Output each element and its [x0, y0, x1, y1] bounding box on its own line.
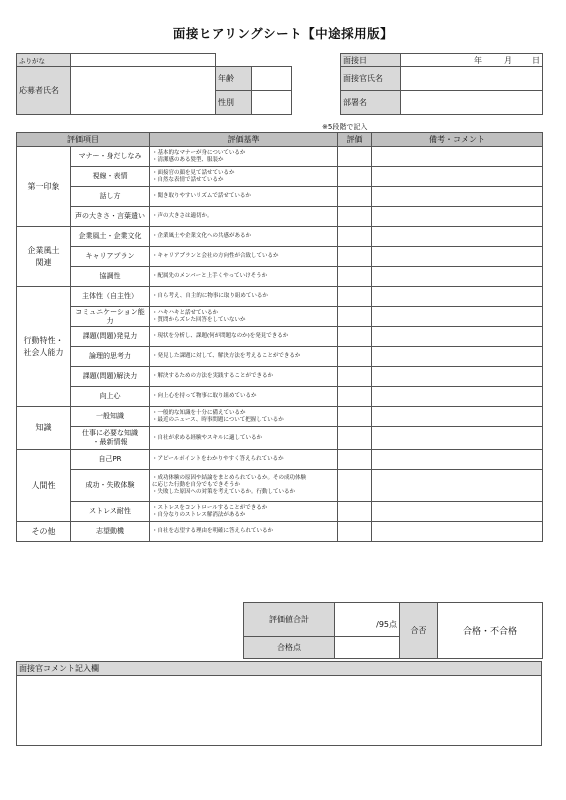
item-label: 声の大きさ・言葉遣い — [71, 207, 150, 227]
score-field[interactable] — [338, 267, 372, 287]
item-label: 協調性 — [71, 267, 150, 287]
remarks-field[interactable] — [372, 167, 543, 187]
remarks-field[interactable] — [372, 227, 543, 247]
interview-info-table — [340, 53, 543, 115]
remarks-field[interactable] — [372, 207, 543, 227]
table-row — [17, 470, 543, 502]
remarks-field[interactable] — [372, 147, 543, 167]
criteria-cell — [150, 307, 338, 327]
score-field[interactable] — [338, 427, 372, 450]
table-row — [17, 227, 543, 247]
score-field[interactable] — [338, 450, 372, 470]
remarks-field[interactable] — [372, 287, 543, 307]
remarks-field[interactable] — [372, 470, 543, 502]
remarks-field[interactable] — [372, 427, 543, 450]
category-label: 知識 — [17, 407, 71, 450]
score-field[interactable] — [338, 502, 372, 522]
score-field[interactable] — [338, 287, 372, 307]
month-unit: 月 — [504, 55, 512, 65]
table-row — [17, 450, 543, 470]
pass-fail-label: 合否 — [400, 603, 438, 659]
header-remarks: 備考・コメント — [372, 133, 543, 147]
table-row — [17, 367, 543, 387]
remarks-field[interactable] — [372, 367, 543, 387]
age-label: 年齢 — [216, 67, 252, 91]
criteria-cell — [150, 167, 338, 187]
item-label: 企業風土・企業文化 — [71, 227, 150, 247]
criteria-line: ・自分なりのストレス解消法があるか — [152, 511, 246, 518]
score-field[interactable] — [338, 307, 372, 327]
interview-date-label: 面接日 — [341, 54, 401, 67]
criteria-line: ・ハキハキと話せているか — [152, 309, 219, 316]
category-label: その他 — [17, 522, 71, 542]
table-row — [17, 327, 543, 347]
criteria-cell — [150, 227, 338, 247]
item-label: キャリアプラン — [71, 247, 150, 267]
table-row — [17, 147, 543, 167]
criteria-cell — [150, 187, 338, 207]
total-score-field[interactable] — [335, 603, 400, 637]
criteria-line: ・自社を志望する理由を明確に答えられているか — [152, 528, 274, 534]
score-field[interactable] — [338, 367, 372, 387]
criteria-cell — [150, 470, 338, 502]
criteria-line: ・最近のニュース、時事問題について把握しているか — [152, 416, 284, 423]
interviewer-name-field[interactable] — [401, 67, 543, 91]
criteria-line: ・現状を分析し、課題(何が問題なのか)を発見できるか — [152, 333, 289, 339]
score-field[interactable] — [338, 167, 372, 187]
criteria-cell — [150, 207, 338, 227]
furigana-label: ふりがな — [17, 54, 71, 67]
criteria-line: ・アピールポイントをわかりやすく答えられているか — [152, 456, 284, 462]
item-label: 仕事に必要な知識 ・最新情報 — [71, 427, 150, 450]
comment-table — [16, 661, 542, 746]
remarks-field[interactable] — [372, 307, 543, 327]
table-row — [17, 387, 543, 407]
criteria-cell — [150, 502, 338, 522]
score-field[interactable] — [338, 387, 372, 407]
table-row — [17, 187, 543, 207]
criteria-line: ・聞き取りやすいリズムで話せているか — [152, 193, 251, 199]
criteria-line: ・解決するための方法を実践することができるか — [152, 373, 274, 379]
header-item: 評価項目 — [17, 133, 150, 147]
item-label: 論理的思考力 — [71, 347, 150, 367]
category-label: 企業風土 関連 — [17, 227, 71, 287]
pass-fail-options[interactable]: 合格・不合格 — [438, 603, 543, 659]
total-score-suffix: /95点 — [376, 620, 397, 629]
passing-score-label: 合格点 — [244, 637, 335, 659]
criteria-cell — [150, 287, 338, 307]
criteria-line: ・配属先のメンバーと上手くやっていけそうか — [152, 273, 268, 279]
item-label: 視線・表情 — [71, 167, 150, 187]
furigana-field[interactable] — [71, 54, 216, 67]
table-row — [17, 347, 543, 367]
criteria-cell — [150, 247, 338, 267]
remarks-field[interactable] — [372, 187, 543, 207]
item-label: 自己PR — [71, 450, 150, 470]
criteria-cell — [150, 522, 338, 542]
score-field[interactable] — [338, 522, 372, 542]
criteria-line: ・キャリアプランと会社の方向性が合致しているか — [152, 253, 279, 259]
department-field[interactable] — [401, 91, 543, 115]
evaluation-table — [16, 132, 543, 542]
applicant-name-field[interactable] — [71, 67, 216, 115]
criteria-line: ・清潔感のある髪型、服装か — [152, 156, 224, 163]
category-label: 第一印象 — [17, 147, 71, 227]
table-row — [17, 502, 543, 522]
item-label: 向上心 — [71, 387, 150, 407]
item-label: ストレス耐性 — [71, 502, 150, 522]
criteria-line: ・成功体験の原因や結論をまとめられているか。その成功体験 — [152, 475, 307, 481]
item-label: コミュニケーション能力 — [71, 307, 150, 327]
year-unit: 年 — [474, 55, 482, 65]
criteria-cell — [150, 387, 338, 407]
summary-table — [243, 602, 543, 659]
criteria-line: ・面接官の顔を見て話せているか — [152, 169, 235, 176]
remarks-field[interactable] — [372, 347, 543, 367]
score-field[interactable] — [338, 470, 372, 502]
criteria-cell — [150, 407, 338, 427]
criteria-line: に応じた行動を自分でもできそうか — [152, 482, 241, 488]
interviewer-name-label: 面接官氏名 — [341, 67, 401, 91]
table-row — [17, 267, 543, 287]
gender-label: 性別 — [216, 91, 252, 115]
item-label: 課題(問題)解決力 — [71, 367, 150, 387]
criteria-line: ・自然な表情で話せているか — [152, 176, 224, 183]
age-field[interactable] — [252, 67, 292, 91]
gender-field[interactable] — [252, 91, 292, 115]
table-row — [17, 307, 543, 327]
remarks-field[interactable] — [372, 450, 543, 470]
criteria-line: ・自社が求める経験やスキルに適しているか — [152, 434, 262, 441]
day-unit: 日 — [532, 55, 540, 65]
table-row — [17, 522, 543, 542]
item-label: 課題(問題)発見力 — [71, 327, 150, 347]
criteria-cell — [150, 147, 338, 167]
item-label: 志望動機 — [71, 522, 150, 542]
criteria-line: ・向上心を持って物事に取り組めているか — [152, 393, 257, 399]
table-row — [17, 287, 543, 307]
criteria-cell — [150, 367, 338, 387]
applicant-name-label: 応募者氏名 — [17, 67, 71, 115]
comment-label: 面接官コメント記入欄 — [17, 662, 542, 676]
document-title: 面接ヒアリングシート【中途採用版】 — [172, 26, 394, 41]
comment-field[interactable] — [17, 676, 542, 746]
evaluation-rows — [17, 147, 543, 542]
score-field[interactable] — [338, 247, 372, 267]
score-field[interactable] — [338, 207, 372, 227]
item-label: 話し方 — [71, 187, 150, 207]
score-field[interactable] — [338, 187, 372, 207]
remarks-field[interactable] — [372, 327, 543, 347]
remarks-field[interactable] — [372, 502, 543, 522]
criteria-cell — [150, 427, 338, 450]
criteria-line: ・企業風土や企業文化への共感があるか — [152, 233, 252, 239]
score-field[interactable] — [338, 147, 372, 167]
remarks-field[interactable] — [372, 522, 543, 542]
header-score: 評価 — [338, 133, 372, 147]
remarks-field[interactable] — [372, 407, 543, 427]
criteria-line: ・基本的なマナーが身についているか — [152, 149, 246, 156]
table-row — [17, 247, 543, 267]
criteria-line: ・声の大きさは適切か。 — [152, 213, 213, 219]
criteria-line: ・失敗した原因への対策を考えているか。行動しているか — [152, 489, 296, 495]
table-row — [17, 407, 543, 427]
interview-date-field[interactable] — [401, 54, 543, 67]
remarks-field[interactable] — [372, 247, 543, 267]
scale-note: ※5段階で記入 — [322, 123, 368, 131]
score-field[interactable] — [338, 407, 372, 427]
remarks-field[interactable] — [372, 387, 543, 407]
header-criteria: 評価基準 — [150, 133, 338, 147]
criteria-line: ・発見した課題に対して、解決方法を考えることができるか — [152, 353, 301, 359]
passing-score-field[interactable] — [335, 637, 400, 659]
score-field[interactable] — [338, 227, 372, 247]
score-field[interactable] — [338, 347, 372, 367]
table-row — [17, 167, 543, 187]
table-row — [17, 207, 543, 227]
table-row — [17, 427, 543, 450]
category-label: 人間性 — [17, 450, 71, 522]
score-field[interactable] — [338, 327, 372, 347]
item-label: 成功・失敗体験 — [71, 470, 150, 502]
category-label: 行動特性・ 社会人能力 — [17, 287, 71, 407]
total-score-label: 評価値合計 — [244, 603, 335, 637]
applicant-info-table — [16, 53, 334, 115]
department-label: 部署名 — [341, 91, 401, 115]
item-label: マナー・身だしなみ — [71, 147, 150, 167]
criteria-line: ・一般的な知識を十分に備えているか — [152, 409, 246, 416]
item-label: 一般知識 — [71, 407, 150, 427]
criteria-cell — [150, 327, 338, 347]
remarks-field[interactable] — [372, 267, 543, 287]
criteria-line: ・ストレスをコントロールすることができるか — [152, 504, 268, 511]
item-label: 主体性（自主性） — [71, 287, 150, 307]
criteria-cell — [150, 347, 338, 367]
criteria-line: ・質問からズレた回答をしていないか — [152, 316, 246, 323]
criteria-line: ・自ら考え、自主的に物事に取り組めているか — [152, 293, 268, 299]
criteria-cell — [150, 450, 338, 470]
criteria-cell — [150, 267, 338, 287]
